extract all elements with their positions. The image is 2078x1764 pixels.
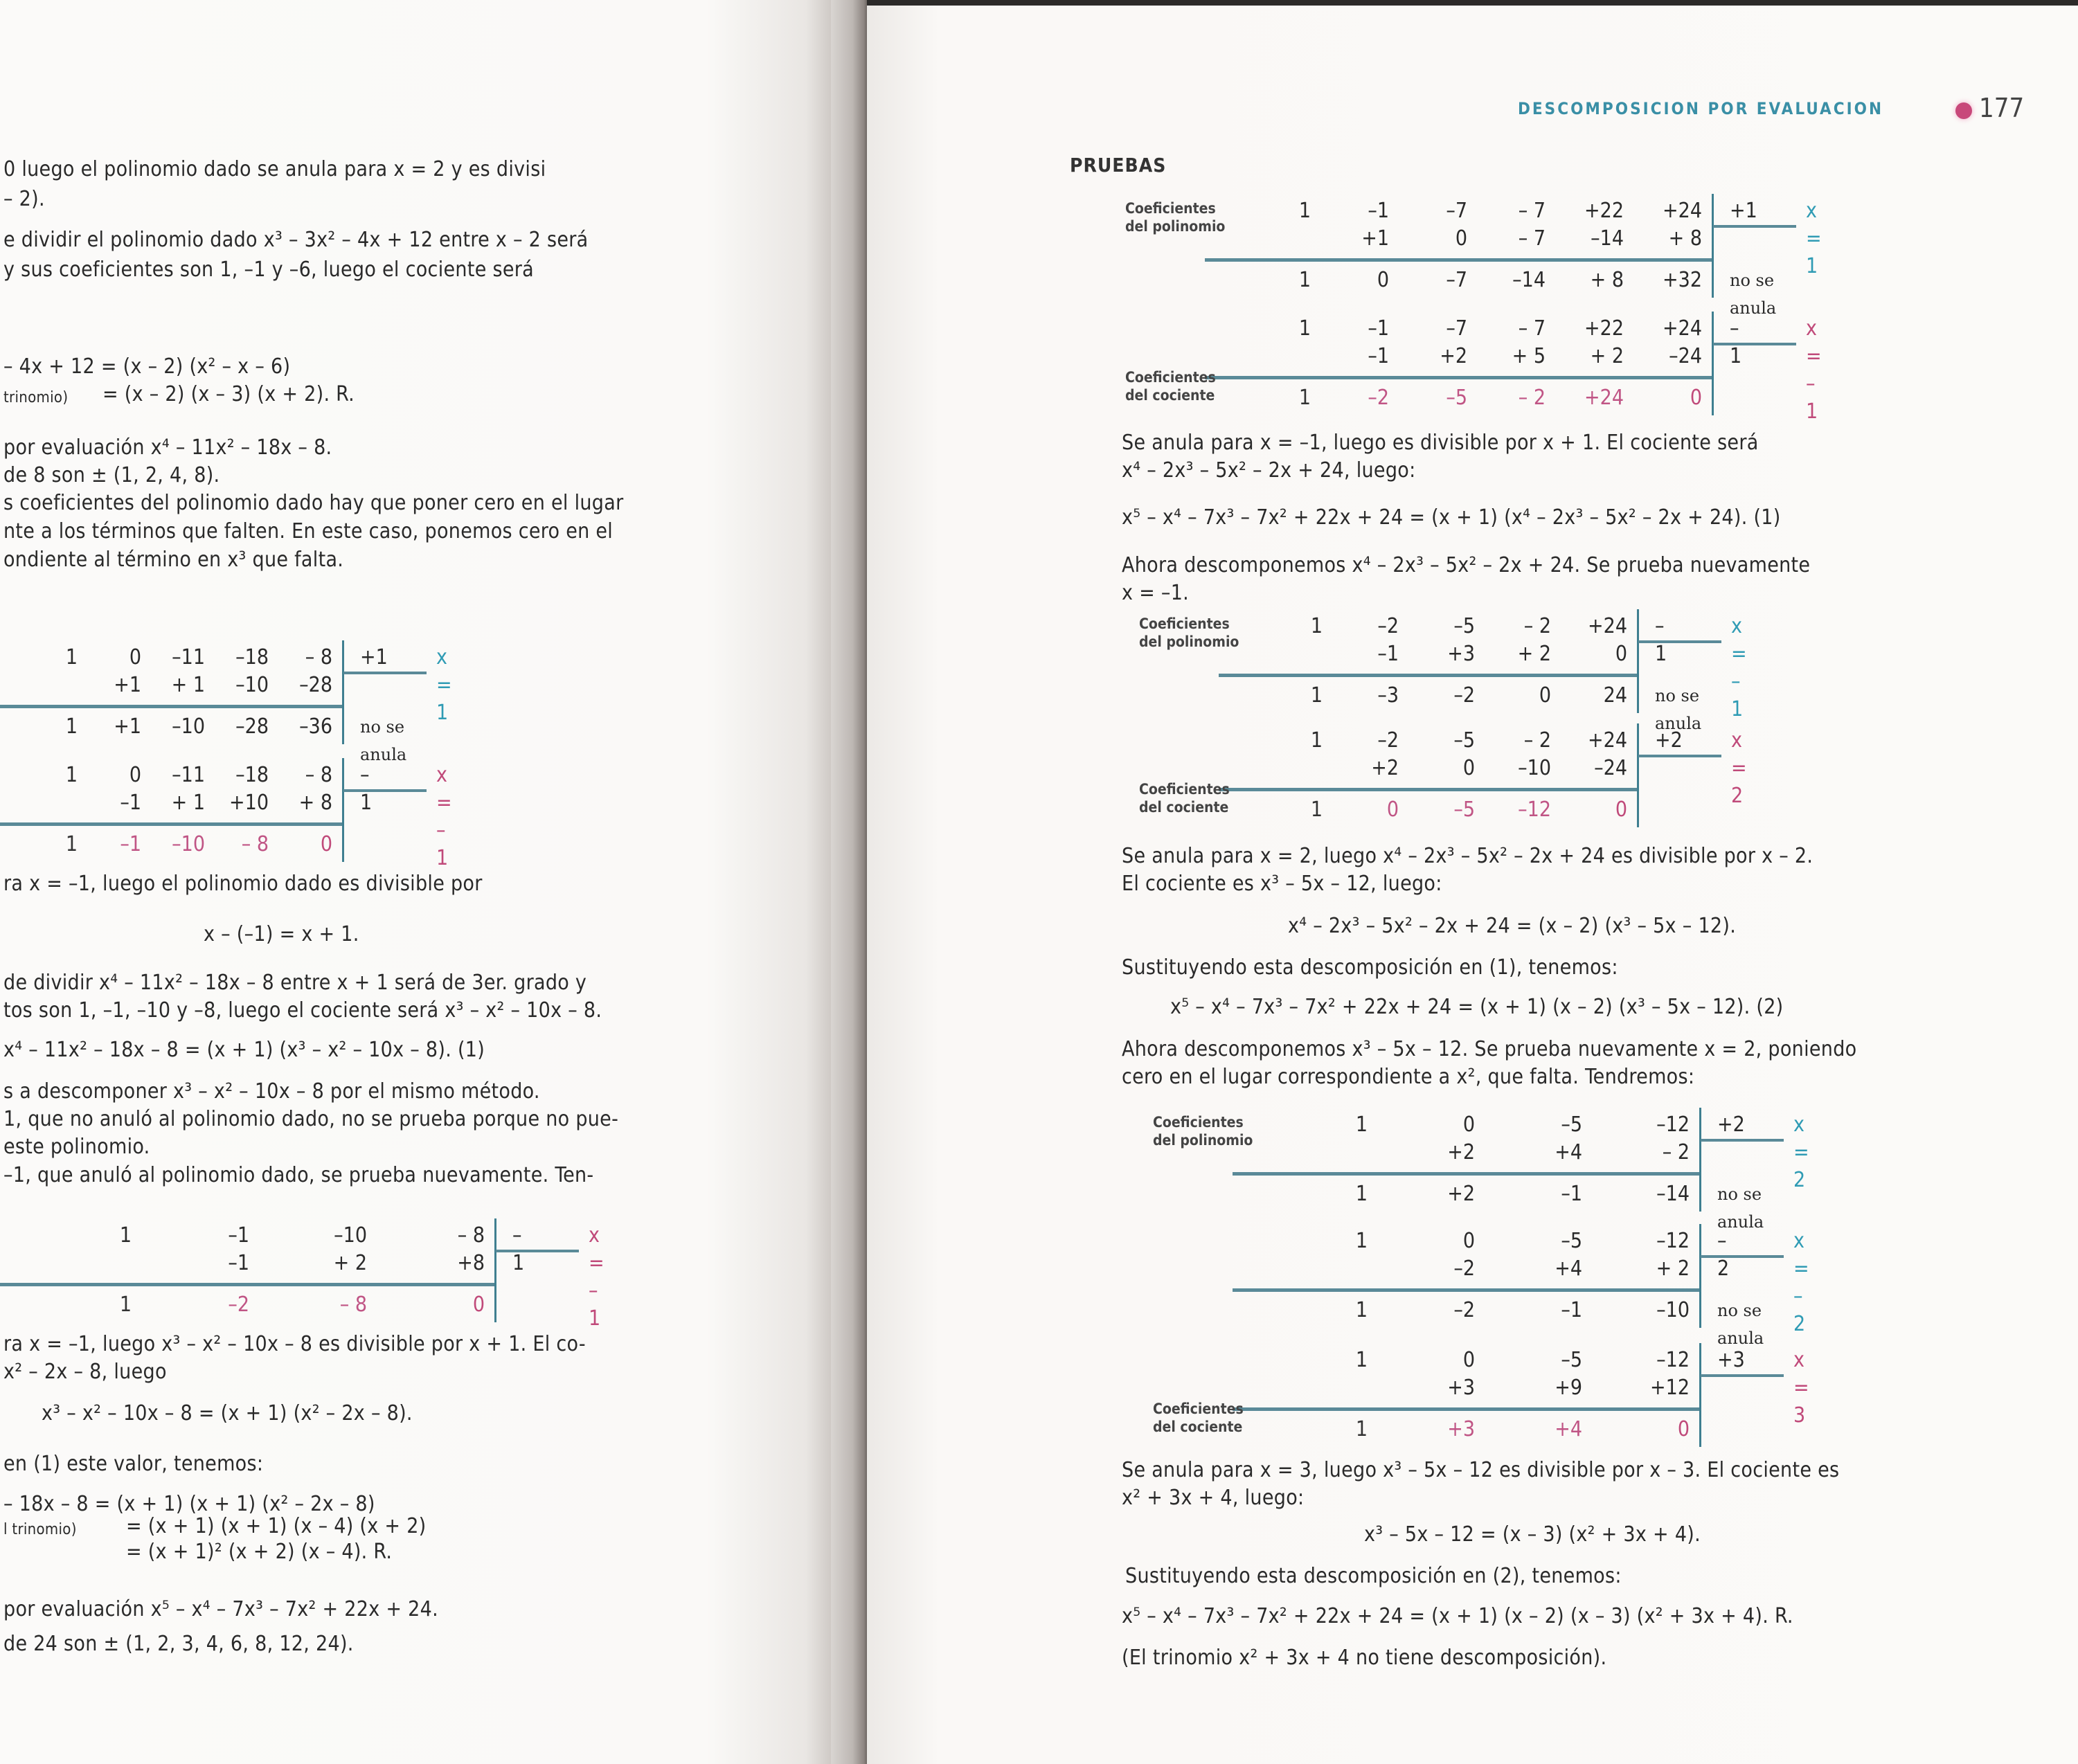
coefficient-cell: –7 — [1446, 268, 1467, 292]
coefficient-cell: –2 — [1368, 386, 1389, 410]
coefficient-cell: 0 — [1462, 1229, 1475, 1253]
coefficient-cell: –1 — [120, 791, 141, 815]
text-line: x³ – x² – 10x – 8 = (x + 1) (x² – 2x – 8). — [42, 1401, 413, 1425]
coefficient-cell: –5 — [1453, 614, 1475, 638]
divisor-value: +2 — [1717, 1113, 1745, 1137]
coefficient-label-quotient: del cociente — [1125, 387, 1215, 404]
coefficient-cell: –12 — [1518, 798, 1551, 822]
coefficient-cell — [1246, 755, 1323, 782]
divisor-value: +2 — [1655, 728, 1683, 753]
coefficient-cell: +1 — [114, 714, 141, 739]
coefficient-cell: 0 — [1462, 1113, 1475, 1137]
coefficient-cell: 0 — [472, 1293, 485, 1317]
division-row-top — [1260, 1111, 1690, 1139]
text-line: en (1) este valor, tenemos: — [3, 1452, 264, 1476]
coefficient-cell — [14, 672, 78, 699]
divisor-rule — [1638, 640, 1721, 643]
text-line: por evaluación x⁵ – x⁴ – 7x³ – 7x² + 22x + 24. — [3, 1597, 438, 1621]
divisor-value: –1 — [1730, 316, 1742, 368]
coefficient-label-polynomial: Coeficientes — [1153, 1114, 1244, 1131]
division-row-top — [1260, 1227, 1690, 1255]
text-line: ra x = –1, luego el polinomio dado es divisible por — [3, 872, 483, 896]
division-row-top — [14, 1222, 485, 1250]
coefficient-cell: +32 — [1663, 268, 1702, 292]
coefficient-cell: –5 — [1453, 798, 1475, 822]
text-line: x – (–1) = x + 1. — [204, 922, 359, 946]
coefficient-cell: 1 — [65, 763, 78, 787]
page-number: 177 — [1979, 93, 2025, 123]
divisor-rule — [1638, 755, 1721, 757]
coefficient-cell: + 8 — [298, 791, 332, 815]
coefficient-cell: –5 — [1561, 1229, 1582, 1253]
coefficient-cell: 0 — [1386, 798, 1399, 822]
text-line: de 8 son ± (1, 2, 4, 8). — [3, 463, 220, 487]
division-row-bot — [14, 1291, 485, 1319]
text-line: x⁵ – x⁴ – 7x³ – 7x² + 22x + 24 = (x + 1) (x – 2) (x³ – 5x – 12). (2) — [1170, 995, 1784, 1019]
text-line: trinomio) — [3, 389, 69, 406]
coefficient-cell: – 7 — [1518, 316, 1546, 341]
coefficient-cell: 1 — [1355, 1417, 1368, 1441]
coefficient-cell: –24 — [1669, 344, 1702, 368]
page-top-edge — [867, 0, 2078, 6]
coefficient-cell: – 2 — [1523, 614, 1551, 638]
page-number-dot-icon — [1955, 102, 1972, 119]
division-row-top — [1246, 727, 1627, 755]
division-row-top — [1233, 197, 1702, 225]
coefficient-cell: 1 — [1298, 268, 1311, 292]
remainder-status: no se anula — [360, 717, 407, 764]
coefficient-cell: +24 — [1588, 728, 1627, 753]
coefficient-cell: 0 — [1615, 798, 1627, 822]
text-line: Ahora descomponemos x⁴ – 2x³ – 5x² – 2x + 24. Se prueba nuevamente — [1122, 553, 1811, 577]
coefficient-cell: 1 — [1298, 386, 1311, 410]
coefficient-cell: 1 — [1355, 1113, 1368, 1137]
text-line: x⁵ – x⁴ – 7x³ – 7x² + 22x + 24 = (x + 1) (x⁴ – 2x³ – 5x² – 2x + 24). (1) — [1122, 505, 1781, 530]
coefficient-cell: 0 — [1377, 268, 1389, 292]
division-row-mid — [14, 672, 332, 699]
division-rule — [1233, 1407, 1700, 1411]
text-line: = (x + 1) (x + 1) (x – 4) (x + 2) — [126, 1514, 427, 1538]
text-line: ondiente al término en x³ que falta. — [3, 548, 344, 572]
coefficient-cell: +22 — [1584, 316, 1624, 341]
coefficient-label-quotient: Coeficientes — [1153, 1401, 1244, 1417]
coefficient-cell: 1 — [1310, 798, 1323, 822]
coefficient-cell: –5 — [1561, 1348, 1582, 1372]
division-bar — [1712, 312, 1714, 415]
book-gutter — [831, 0, 867, 1764]
coefficient-cell: 0 — [1455, 226, 1467, 251]
division-rule — [0, 705, 343, 708]
coefficient-cell: +4 — [1555, 1417, 1582, 1441]
coefficient-cell: +9 — [1555, 1376, 1582, 1400]
coefficient-cell: –1 — [1561, 1298, 1582, 1322]
division-rule — [1233, 1172, 1700, 1176]
text-line: = (x – 2) (x – 3) (x + 2). R. — [102, 382, 355, 406]
coefficient-cell: +24 — [1588, 614, 1627, 638]
division-row-bot — [14, 831, 332, 858]
text-line: Se anula para x = 3, luego x³ – 5x – 12 es divisible por x – 3. El cociente es — [1122, 1458, 1840, 1482]
division-rule — [1219, 788, 1638, 791]
division-rule — [0, 1283, 495, 1286]
coefficient-cell: 1 — [1310, 728, 1323, 753]
coefficient-cell — [1246, 640, 1323, 668]
text-line: nte a los términos que falten. En este caso, ponemos cero en el — [3, 519, 613, 543]
coefficient-cell: –10 — [172, 832, 205, 856]
coefficient-cell: –2 — [1453, 1298, 1475, 1322]
coefficient-cell: 1 — [1298, 199, 1311, 223]
divisor-value: +1 — [360, 645, 388, 669]
text-line: Ahora descomponemos x³ – 5x – 12. Se prueba nuevamente x = 2, poniendo — [1122, 1037, 1857, 1061]
division-row-mid — [1233, 225, 1702, 253]
division-row-bot — [1233, 384, 1702, 412]
text-line: s coeficientes del polinomio dado hay que poner cero en el lugar — [3, 491, 624, 515]
coefficient-cell: –1 — [1368, 316, 1389, 341]
divisor-rule — [496, 1250, 579, 1252]
division-row-mid — [1246, 640, 1627, 668]
coefficient-cell: +3 — [1447, 642, 1475, 666]
division-row-mid — [1260, 1139, 1690, 1167]
coefficient-cell — [1260, 1374, 1368, 1402]
division-bar — [1637, 723, 1639, 827]
coefficient-cell: –36 — [299, 714, 332, 739]
text-line: Se anula para x = –1, luego es divisible por x + 1. El cociente será — [1122, 431, 1759, 455]
coefficient-cell: 0 — [1690, 386, 1702, 410]
coefficient-cell: 0 — [1677, 1417, 1690, 1441]
division-row-top — [1246, 613, 1627, 640]
coefficient-label-quotient: Coeficientes — [1125, 369, 1216, 386]
tested-root-label: x = 2 — [1793, 1113, 1809, 1192]
divisor-value: –1 — [1655, 614, 1667, 666]
divisor-value: +3 — [1717, 1348, 1745, 1372]
division-bar — [342, 640, 344, 744]
coefficient-cell: – 8 — [241, 832, 269, 856]
division-row-bot — [1260, 1180, 1690, 1208]
coefficient-cell: 1 — [1355, 1348, 1368, 1372]
division-bar — [1712, 194, 1714, 298]
coefficient-cell: +22 — [1584, 199, 1624, 223]
division-rule — [1205, 376, 1712, 379]
text-line: Sustituyendo esta descomposición en (2), tenemos: — [1125, 1564, 1622, 1588]
divisor-rule — [1701, 1139, 1784, 1142]
text-line: –1, que anuló al polinomio dado, se prueba nuevamente. Ten- — [3, 1163, 594, 1187]
division-row-mid — [1233, 343, 1702, 370]
divisor-rule — [343, 789, 427, 792]
right-page — [867, 0, 2078, 1764]
divisor-value: –2 — [1717, 1229, 1730, 1281]
text-line: cero en el lugar correspondiente a x², que falta. Tendremos: — [1122, 1065, 1695, 1089]
coefficient-cell: 1 — [1355, 1298, 1368, 1322]
coefficient-cell: + 1 — [171, 791, 205, 815]
coefficient-cell: –28 — [299, 673, 332, 697]
coefficient-cell: 0 — [1539, 683, 1551, 708]
coefficient-cell: – 2 — [1523, 728, 1551, 753]
coefficient-cell: 0 — [129, 645, 141, 669]
coefficient-cell: – 8 — [457, 1223, 485, 1248]
text-line: x³ – 5x – 12 = (x – 3) (x² + 3x + 4). — [1364, 1522, 1701, 1547]
text-line: x² + 3x + 4, luego: — [1122, 1486, 1305, 1510]
coefficient-cell: –14 — [1512, 268, 1546, 292]
division-bar — [1699, 1224, 1701, 1328]
text-line: x⁵ – x⁴ – 7x³ – 7x² + 22x + 24 = (x + 1) (x – 2) (x – 3) (x² + 3x + 4). R. — [1122, 1604, 1793, 1628]
division-bar — [494, 1218, 496, 1322]
division-rule — [1233, 1288, 1700, 1292]
coefficient-cell — [14, 789, 78, 817]
coefficient-cell: –1 — [228, 1223, 249, 1248]
coefficient-cell: –12 — [1656, 1113, 1690, 1137]
coefficient-cell: –10 — [1656, 1298, 1690, 1322]
division-row-top — [1260, 1347, 1690, 1374]
tested-root-label: x = –1 — [1731, 614, 1747, 721]
division-row-mid — [14, 1250, 485, 1277]
coefficient-cell: – 7 — [1518, 199, 1546, 223]
text-line: x⁴ – 2x³ – 5x² – 2x + 24, luego: — [1122, 458, 1416, 483]
division-rule — [0, 822, 343, 826]
divisor-value: +1 — [1730, 199, 1757, 223]
division-row-top — [14, 644, 332, 672]
divisor-value: –1 — [512, 1223, 525, 1275]
coefficient-label-polynomial: del polinomio — [1153, 1132, 1253, 1149]
divisor-rule — [1713, 343, 1796, 345]
division-bar — [1699, 1108, 1701, 1212]
coefficient-cell: +24 — [1584, 386, 1624, 410]
coefficient-cell: –10 — [334, 1223, 367, 1248]
text-line: x⁴ – 2x³ – 5x² – 2x + 24 = (x – 2) (x³ – 5x – 12). — [1288, 914, 1737, 938]
coefficient-cell: 0 — [129, 763, 141, 787]
text-line: ra x = –1, luego x³ – x² – 10x – 8 es divisible por x + 1. El co- — [3, 1332, 586, 1356]
coefficient-cell: – 8 — [305, 763, 332, 787]
text-line: (El trinomio x² + 3x + 4 no tiene descomposición). — [1122, 1646, 1607, 1670]
text-line: – 4x + 12 = (x – 2) (x² – x – 6) — [3, 354, 291, 379]
coefficient-cell — [1260, 1255, 1368, 1283]
coefficient-cell: – 8 — [339, 1293, 367, 1317]
coefficient-cell: +12 — [1650, 1376, 1690, 1400]
coefficient-cell: 1 — [119, 1223, 132, 1248]
coefficient-cell: +2 — [1447, 1140, 1475, 1164]
coefficient-cell: +24 — [1663, 199, 1702, 223]
coefficient-cell — [1233, 343, 1311, 370]
coefficient-cell: –2 — [1377, 614, 1399, 638]
text-line: por evaluación x⁴ – 11x² – 18x – 8. — [3, 435, 332, 460]
coefficient-cell: 24 — [1603, 683, 1627, 708]
division-row-bot — [14, 713, 332, 741]
remainder-status: no se anula — [1717, 1185, 1764, 1232]
text-line: de 24 son ± (1, 2, 3, 4, 6, 8, 12, 24). — [3, 1632, 354, 1656]
coefficient-cell: 1 — [119, 1293, 132, 1317]
division-rule — [1219, 674, 1638, 677]
coefficient-label-quotient: del cociente — [1153, 1419, 1243, 1435]
text-line: El cociente es x³ – 5x – 12, luego: — [1122, 872, 1442, 896]
coefficient-cell: 1 — [1298, 316, 1311, 341]
coefficient-cell: –14 — [1591, 226, 1624, 251]
text-line: Sustituyendo esta descomposición en (1), tenemos: — [1122, 955, 1618, 980]
coefficient-cell: –1 — [1368, 199, 1389, 223]
coefficient-cell: –10 — [172, 714, 205, 739]
coefficient-cell: 1 — [1310, 614, 1323, 638]
coefficient-cell: + 5 — [1512, 344, 1546, 368]
coefficient-cell: 0 — [320, 832, 332, 856]
coefficient-label-polynomial: del polinomio — [1139, 633, 1239, 650]
coefficient-cell: 1 — [1310, 683, 1323, 708]
text-line: de dividir x⁴ – 11x² – 18x – 8 entre x + 1 será de 3er. grado y — [3, 971, 587, 995]
coefficient-cell: –12 — [1656, 1229, 1690, 1253]
coefficient-cell: –7 — [1446, 199, 1467, 223]
text-line: x⁴ – 11x² – 18x – 8 = (x + 1) (x³ – x² – 10x – 8). (1) — [3, 1038, 485, 1062]
coefficient-label-polynomial: Coeficientes — [1139, 615, 1230, 632]
coefficient-cell: + 2 — [1590, 344, 1624, 368]
division-row-top — [1233, 315, 1702, 343]
coefficient-cell: + 8 — [1668, 226, 1702, 251]
text-line: – 18x – 8 = (x + 1) (x + 1) (x² – 2x – 8) — [3, 1492, 375, 1516]
coefficient-cell: –7 — [1446, 316, 1467, 341]
division-row-bot — [1260, 1297, 1690, 1324]
coefficient-cell: 1 — [65, 645, 78, 669]
division-row-top — [14, 762, 332, 789]
tested-root-label: x = 1 — [436, 645, 452, 725]
coefficient-cell: –18 — [235, 763, 269, 787]
running-header-title: DESCOMPOSICION POR EVALUACION — [1518, 99, 1884, 118]
division-row-bot — [1246, 796, 1627, 824]
coefficient-cell: –24 — [1594, 756, 1627, 780]
coefficient-cell: +4 — [1555, 1257, 1582, 1281]
coefficient-cell: +24 — [1663, 316, 1702, 341]
coefficient-cell: –1 — [120, 832, 141, 856]
coefficient-cell: +10 — [229, 791, 269, 815]
divisor-rule — [1701, 1255, 1784, 1258]
text-line: 1, que no anuló al polinomio dado, no se prueba porque no pue- — [3, 1107, 619, 1131]
coefficient-label-quotient: Coeficientes — [1139, 781, 1230, 798]
coefficient-cell: + 2 — [333, 1251, 367, 1275]
coefficient-cell: +2 — [1440, 344, 1467, 368]
coefficient-cell: +3 — [1447, 1376, 1475, 1400]
remainder-status: no se anula — [1730, 271, 1777, 318]
coefficient-cell: –11 — [172, 763, 205, 787]
coefficient-cell: 0 — [1462, 756, 1475, 780]
division-row-bot — [1246, 682, 1627, 710]
coefficient-cell: – 2 — [1518, 386, 1546, 410]
tested-root-label: x = –1 — [1806, 316, 1822, 424]
text-line: Se anula para x = 2, luego x⁴ – 2x³ – 5x² – 2x + 24 es divisible por x – 2. — [1122, 844, 1813, 868]
coefficient-cell: +3 — [1447, 1417, 1475, 1441]
coefficient-label-polynomial: del polinomio — [1125, 218, 1226, 235]
text-line: x² – 2x – 8, luego — [3, 1360, 167, 1384]
coefficient-cell: –2 — [1453, 683, 1475, 708]
coefficient-cell: – 7 — [1518, 226, 1546, 251]
coefficient-cell: –11 — [172, 645, 205, 669]
text-line: 0 luego el polinomio dado se anula para x = 2 y es divisi — [3, 157, 546, 181]
coefficient-cell: –12 — [1656, 1348, 1690, 1372]
coefficient-cell: +4 — [1555, 1140, 1582, 1164]
coefficient-cell: –28 — [235, 714, 269, 739]
coefficient-cell: – 2 — [1662, 1140, 1690, 1164]
text-line: = (x + 1)² (x + 2) (x – 4). R. — [126, 1540, 393, 1564]
coefficient-cell: + 8 — [1590, 268, 1624, 292]
division-row-mid — [1246, 755, 1627, 782]
text-line: l trinomio) — [3, 1521, 77, 1538]
coefficient-cell: –2 — [1453, 1257, 1475, 1281]
division-bar — [342, 758, 344, 862]
coefficient-label-polynomial: Coeficientes — [1125, 200, 1216, 217]
tested-root-label: x = 1 — [1806, 199, 1822, 278]
coefficient-cell: –10 — [235, 673, 269, 697]
coefficient-cell: –1 — [228, 1251, 249, 1275]
text-line: y sus coeficientes son 1, –1 y –6, luego el cociente será — [3, 258, 534, 282]
division-row-mid — [1260, 1255, 1690, 1283]
division-row-bot — [1260, 1416, 1690, 1443]
coefficient-cell: +1 — [1361, 226, 1389, 251]
coefficient-cell: +8 — [457, 1251, 485, 1275]
coefficient-cell: +2 — [1447, 1182, 1475, 1206]
coefficient-cell: + 1 — [171, 673, 205, 697]
coefficient-cell: – 8 — [305, 645, 332, 669]
divisor-rule — [343, 672, 427, 674]
text-line: este polinomio. — [3, 1135, 150, 1159]
coefficient-cell: + 2 — [1656, 1257, 1690, 1281]
divisor-rule — [1701, 1374, 1784, 1377]
coefficient-cell: –3 — [1377, 683, 1399, 708]
tested-root-label: x = –1 — [436, 763, 452, 870]
coefficient-cell: –2 — [228, 1293, 249, 1317]
remainder-status: no se anula — [1655, 686, 1702, 733]
division-bar — [1699, 1343, 1701, 1447]
coefficient-cell: –1 — [1368, 344, 1389, 368]
section-title-pruebas: PRUEBAS — [1070, 154, 1167, 177]
coefficient-cell: 1 — [1355, 1182, 1368, 1206]
coefficient-cell: –1 — [1377, 642, 1399, 666]
coefficient-cell: –5 — [1453, 728, 1475, 753]
division-rule — [1205, 258, 1712, 262]
coefficient-label-quotient: del cociente — [1139, 799, 1229, 816]
divisor-rule — [1713, 225, 1796, 228]
coefficient-cell: –5 — [1561, 1113, 1582, 1137]
division-row-bot — [1233, 267, 1702, 294]
tested-root-label: x = 3 — [1793, 1348, 1809, 1428]
coefficient-cell: –18 — [235, 645, 269, 669]
division-row-mid — [14, 789, 332, 817]
tested-root-label: x = –1 — [589, 1223, 604, 1331]
coefficient-cell: –2 — [1377, 728, 1399, 753]
divisor-value: –1 — [360, 763, 373, 815]
coefficient-cell: 0 — [1615, 642, 1627, 666]
coefficient-cell: –5 — [1446, 386, 1467, 410]
coefficient-cell: 1 — [1355, 1229, 1368, 1253]
coefficient-cell: –1 — [1561, 1182, 1582, 1206]
coefficient-cell: +2 — [1371, 756, 1399, 780]
coefficient-cell: –14 — [1656, 1182, 1690, 1206]
tested-root-label: x = 2 — [1731, 728, 1747, 808]
division-row-mid — [1260, 1374, 1690, 1402]
tested-root-label: x = –2 — [1793, 1229, 1809, 1336]
coefficient-cell — [1233, 225, 1311, 253]
coefficient-cell: +1 — [114, 673, 141, 697]
coefficient-cell: –10 — [1518, 756, 1551, 780]
text-line: s a descomponer x³ – x² – 10x – 8 por el mismo método. — [3, 1079, 540, 1104]
text-line: e dividir el polinomio dado x³ – 3x² – 4x + 12 entre x – 2 será — [3, 228, 589, 252]
text-line: tos son 1, –1, –10 y –8, luego el cociente será x³ – x² – 10x – 8. — [3, 998, 602, 1023]
coefficient-cell: + 2 — [1517, 642, 1551, 666]
coefficient-cell: 1 — [65, 714, 78, 739]
coefficient-cell: 1 — [65, 832, 78, 856]
text-line: x = –1. — [1122, 581, 1190, 605]
coefficient-cell — [1260, 1139, 1368, 1167]
coefficient-cell — [14, 1250, 132, 1277]
coefficient-cell: 0 — [1462, 1348, 1475, 1372]
division-bar — [1637, 609, 1639, 713]
remainder-status: no se anula — [1717, 1301, 1764, 1348]
text-line: – 2). — [3, 187, 45, 211]
